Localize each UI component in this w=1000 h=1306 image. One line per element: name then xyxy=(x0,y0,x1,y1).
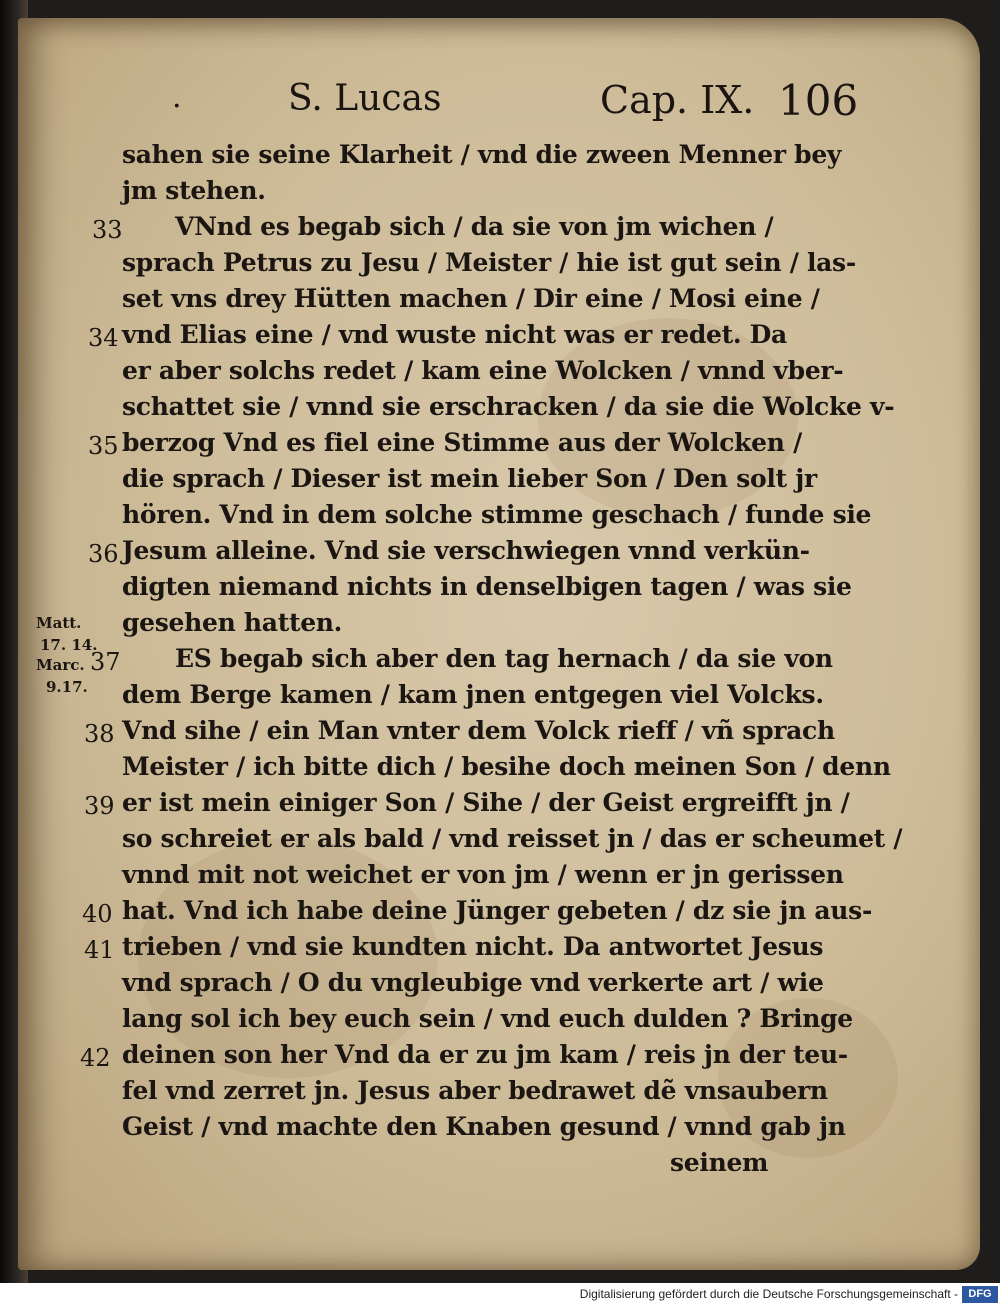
text-line: sprach Petrus zu Jesu / Meister / hie ist gut sein / las- xyxy=(122,248,856,277)
digitization-footer xyxy=(0,1283,1000,1306)
text-line: so schreiet er als bald / vnd reisset jn / das er scheumet / xyxy=(122,824,903,853)
text-line: Vnd sihe / ein Man vnter dem Volck rieff / vñ sprach xyxy=(122,716,835,745)
text-line: die sprach / Dieser ist mein lieber Son / Den solt jr xyxy=(122,464,817,493)
catchword: seinem xyxy=(670,1148,769,1177)
margin-ref-matt: Matt. xyxy=(36,614,82,632)
verse-number: 36 xyxy=(88,540,119,568)
chapter-heading: Cap. IX. xyxy=(600,78,755,122)
page-number: 106 xyxy=(778,76,859,125)
text-line: ES begab sich aber den tag hernach / da sie von xyxy=(175,644,833,673)
text-line: dem Berge kamen / kam jnen entgegen viel Volcks. xyxy=(122,680,824,709)
text-line: deinen son her Vnd da er zu jm kam / reis jn der teu- xyxy=(122,1040,848,1069)
text-line: er aber solchs redet / kam eine Wolcken / vnnd vber- xyxy=(122,356,844,385)
text-line: jm stehen. xyxy=(122,176,266,205)
margin-ref-marc-verse: 9.17. xyxy=(46,678,88,696)
text-line: trieben / vnd sie kundten nicht. Da antwortet Jesus xyxy=(122,932,824,961)
running-title-left: S. Lucas xyxy=(288,78,442,119)
verse-number: 33 xyxy=(92,216,123,244)
verse-number: 39 xyxy=(84,792,115,820)
text-line: schattet sie / vnnd sie erschracken / da sie die Wolcke v- xyxy=(122,392,895,421)
margin-ref-marc: Marc. xyxy=(36,656,85,674)
text-line: VNnd es begab sich / da sie von jm wichen / xyxy=(175,212,774,241)
text-line: vnnd mit not weichet er von jm / wenn er jn gerissen xyxy=(122,860,844,889)
verse-number: 41 xyxy=(84,936,115,964)
text-line: er ist mein einiger Son / Sihe / der Geist ergreifft jn / xyxy=(122,788,850,817)
text-line: digten niemand nichts in denselbigen tagen / was sie xyxy=(122,572,852,601)
verse-number: 37 xyxy=(90,648,121,676)
verse-number: 38 xyxy=(84,720,115,748)
margin-ref-matt-verse: 17. 14. xyxy=(40,636,98,654)
dfg-logo: DFG xyxy=(962,1286,998,1303)
text-line: vnd sprach / O du vngleubige vnd verkerte art / wie xyxy=(122,968,824,997)
text-line: Geist / vnd machte den Knaben gesund / vnnd gab jn xyxy=(122,1112,846,1141)
text-line: lang sol ich bey euch sein / vnd euch dulden ? Bringe xyxy=(122,1004,853,1033)
verse-number: 35 xyxy=(88,432,119,460)
header-ornament: . xyxy=(172,80,182,115)
text-line: Meister / ich bitte dich / besihe doch meinen Son / denn xyxy=(122,752,891,781)
text-line: berzog Vnd es fiel eine Stimme aus der Wolcken / xyxy=(122,428,802,457)
text-line: fel vnd zerret jn. Jesus aber bedrawet dẽ vnsaubern xyxy=(122,1076,828,1105)
text-line: gesehen hatten. xyxy=(122,608,343,637)
verse-number: 42 xyxy=(80,1044,111,1072)
funding-credit: Digitalisierung gefördert durch die Deutsche Forschungsgemeinschaft - xyxy=(579,1287,958,1301)
verse-number: 34 xyxy=(88,324,119,352)
text-line: hören. Vnd in dem solche stimme geschach / funde sie xyxy=(122,500,872,529)
text-line: Jesum alleine. Vnd sie verschwiegen vnnd verkün- xyxy=(122,536,810,565)
verse-number: 40 xyxy=(82,900,113,928)
text-line: hat. Vnd ich habe deine Jünger gebeten / dz sie jn aus- xyxy=(122,896,873,925)
text-line: vnd Elias eine / vnd wuste nicht was er redet. Da xyxy=(122,320,787,349)
text-line: sahen sie seine Klarheit / vnd die zween Menner bey xyxy=(122,140,842,169)
text-line: set vns drey Hütten machen / Dir eine / Mosi eine / xyxy=(122,284,820,313)
